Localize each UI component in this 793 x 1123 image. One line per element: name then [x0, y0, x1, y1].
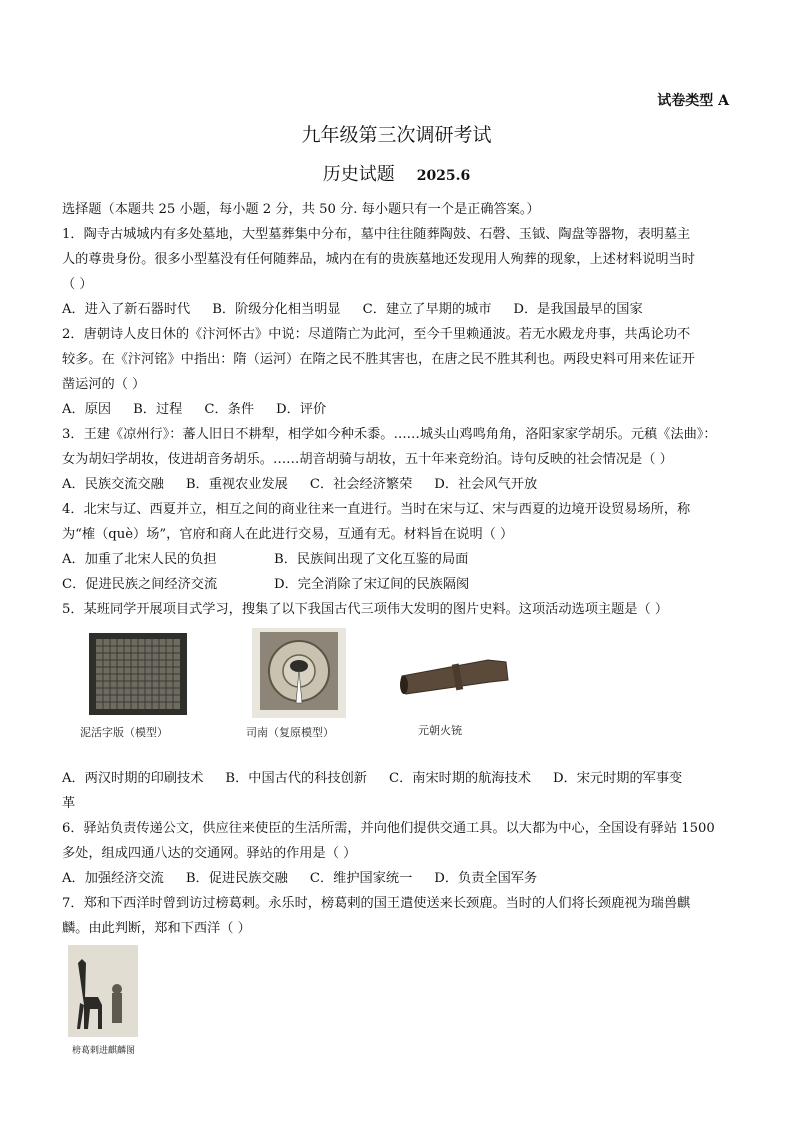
question-text-line: （ ） [62, 277, 93, 292]
exam-date: 2025.6 [416, 168, 471, 184]
option-c[interactable]: C．维护国家统一 [309, 871, 413, 886]
question-text-line: 凿运河的（ ） [62, 377, 146, 392]
option-a[interactable]: A．加重了北宋人民的负担 [62, 552, 217, 567]
option-b[interactable]: B．促进民族交融 [185, 871, 288, 886]
option-c[interactable]: C．社会经济繁荣 [309, 477, 413, 492]
options-row [62, 866, 734, 891]
options-row [62, 547, 734, 572]
question-1 [62, 222, 734, 322]
option-d[interactable]: D．评价 [276, 402, 327, 417]
question-text-line: 5．某班同学开展项目式学习，搜集了以下我国古代三项伟大发明的图片史料。这项活动选项主题是（ ） [62, 602, 669, 617]
option-b[interactable]: B．过程 [133, 402, 183, 417]
option-b[interactable]: B．阶级分化相当明显 [212, 302, 341, 317]
compass-figure [252, 628, 346, 727]
question-text-line: 多处，组成四通八达的交通网。驿站的作用是（ ） [62, 846, 357, 861]
options-row [62, 472, 734, 497]
exam-title: 九年级第三次调研考试 [301, 124, 492, 146]
question-text-line: 为“榷（què）场”，官府和商人在此进行交易，互通有无。材料旨在说明（ ） [62, 527, 514, 542]
invention-figures [62, 626, 734, 762]
giraffe-painting-image [68, 945, 138, 1037]
option-c[interactable]: C．建立了早期的城市 [362, 302, 492, 317]
question-text-line: 6．驿站负责传递公文，供应往来使臣的生活所需，并向他们提供交通工具。以大都为中心，全国设有驿站 1500 [62, 821, 715, 836]
question-text-line: 1．陶寺古城城内有多处墓地，大型墓葬集中分布，墓中往往随葬陶鼓、石磬、玉钺、陶盘等器物，表明墓主 [62, 227, 691, 242]
option-a[interactable]: A．两汉时期的印刷技术 [62, 771, 204, 786]
question-7 [62, 891, 734, 1057]
option-b[interactable]: B．中国古代的科技创新 [225, 771, 367, 786]
option-c[interactable]: C．促进民族之间经济交流 [62, 577, 218, 592]
options-row [62, 397, 734, 422]
question-text-line: 女为胡妇学胡妆，伎进胡音务胡乐。……胡音胡骑与胡妆，五十年来竞纷泊。诗句反映的社会情况是（ ） [62, 452, 673, 467]
fire-lance-image [396, 646, 514, 706]
option-a[interactable]: A．民族交流交融 [62, 477, 164, 492]
fire-lance-figure [396, 646, 514, 715]
option-d[interactable]: D．宋元时期的军事变 [552, 771, 683, 786]
option-a[interactable]: A．原因 [62, 402, 112, 417]
question-text-line: 2．唐朝诗人皮日休的《汴河怀古》中说：尽道隋亡为此河，至今千里赖通波。若无水殿龙舟事，共禹论功不 [62, 327, 691, 342]
options-row [62, 572, 734, 597]
compass-image [252, 628, 346, 718]
paper-type-label: 试卷类型 A [657, 93, 729, 109]
option-b[interactable]: B．重视农业发展 [185, 477, 288, 492]
option-a[interactable]: A．加强经济交流 [62, 871, 164, 886]
option-b[interactable]: B．民族间出现了文化互鉴的局面 [274, 552, 469, 567]
option-d[interactable]: D．负责全国军务 [434, 871, 538, 886]
options-row [62, 766, 734, 791]
question-4 [62, 497, 734, 597]
option-d[interactable]: D．完全消除了宋辽间的民族隔阂 [274, 577, 470, 592]
subject-name: 历史试题 [322, 164, 395, 185]
option-d[interactable]: D．社会风气开放 [434, 477, 538, 492]
section-intro: 选择题（本题共 25 小题，每小题 2 分，共 50 分. 每小题只有一个是正确答案。） [62, 202, 540, 217]
question-6 [62, 816, 734, 891]
question-5 [62, 597, 734, 816]
option-d[interactable]: D．是我国最早的国家 [513, 302, 643, 317]
compass-caption: 司南（复原模型） [246, 726, 334, 739]
question-text-line: 4．北宋与辽、西夏并立，相互之间的商业往来一直进行。当时在宋与辽、宋与西夏的边境开设贸易场所，称 [62, 502, 691, 517]
giraffe-figure [62, 945, 734, 1057]
question-text-line: 3．王建《凉州行》：蕃人旧日不耕犁，相学如今种禾黍。……城头山鸡鸣角角，洛阳家家学胡乐。元稹《法曲》： [62, 427, 717, 442]
movable-type-image [88, 632, 188, 716]
option-d-continuation: 革 [62, 796, 76, 811]
question-2 [62, 322, 734, 422]
exam-content [62, 197, 734, 1057]
movable-type-figure [88, 632, 188, 725]
movable-type-caption: 泥活字版（模型） [80, 726, 168, 739]
option-c[interactable]: C．南宋时期的航海技术 [388, 771, 531, 786]
option-c[interactable]: C．条件 [204, 402, 255, 417]
question-text-line: 麟。由此判断，郑和下西洋（ ） [62, 921, 251, 936]
question-text-line: 7．郑和下西洋时曾到访过榜葛剌。永乐时，榜葛剌的国王遣使送来长颈鹿。当时的人们将长颈鹿视为瑞兽麒 [62, 896, 691, 911]
question-3 [62, 422, 734, 497]
giraffe-caption: 榜葛剌进麒麟图 [72, 1046, 136, 1056]
subject-title [0, 160, 793, 186]
option-a[interactable]: A．进入了新石器时代 [62, 302, 191, 317]
question-text-line: 人的尊贵身份。很多小型墓没有任何随葬品，城内在有的贵族墓地还发现用人殉葬的现象，上述材料说明当时 [62, 252, 695, 267]
fire-lance-caption: 元朝火铳 [418, 724, 462, 737]
options-row [62, 297, 734, 322]
question-text-line: 较多。在《汴河铭》中指出：隋（运河）在隋之民不胜其害也，在唐之民不胜其利也。两段史料可用来佐证开 [62, 352, 695, 367]
